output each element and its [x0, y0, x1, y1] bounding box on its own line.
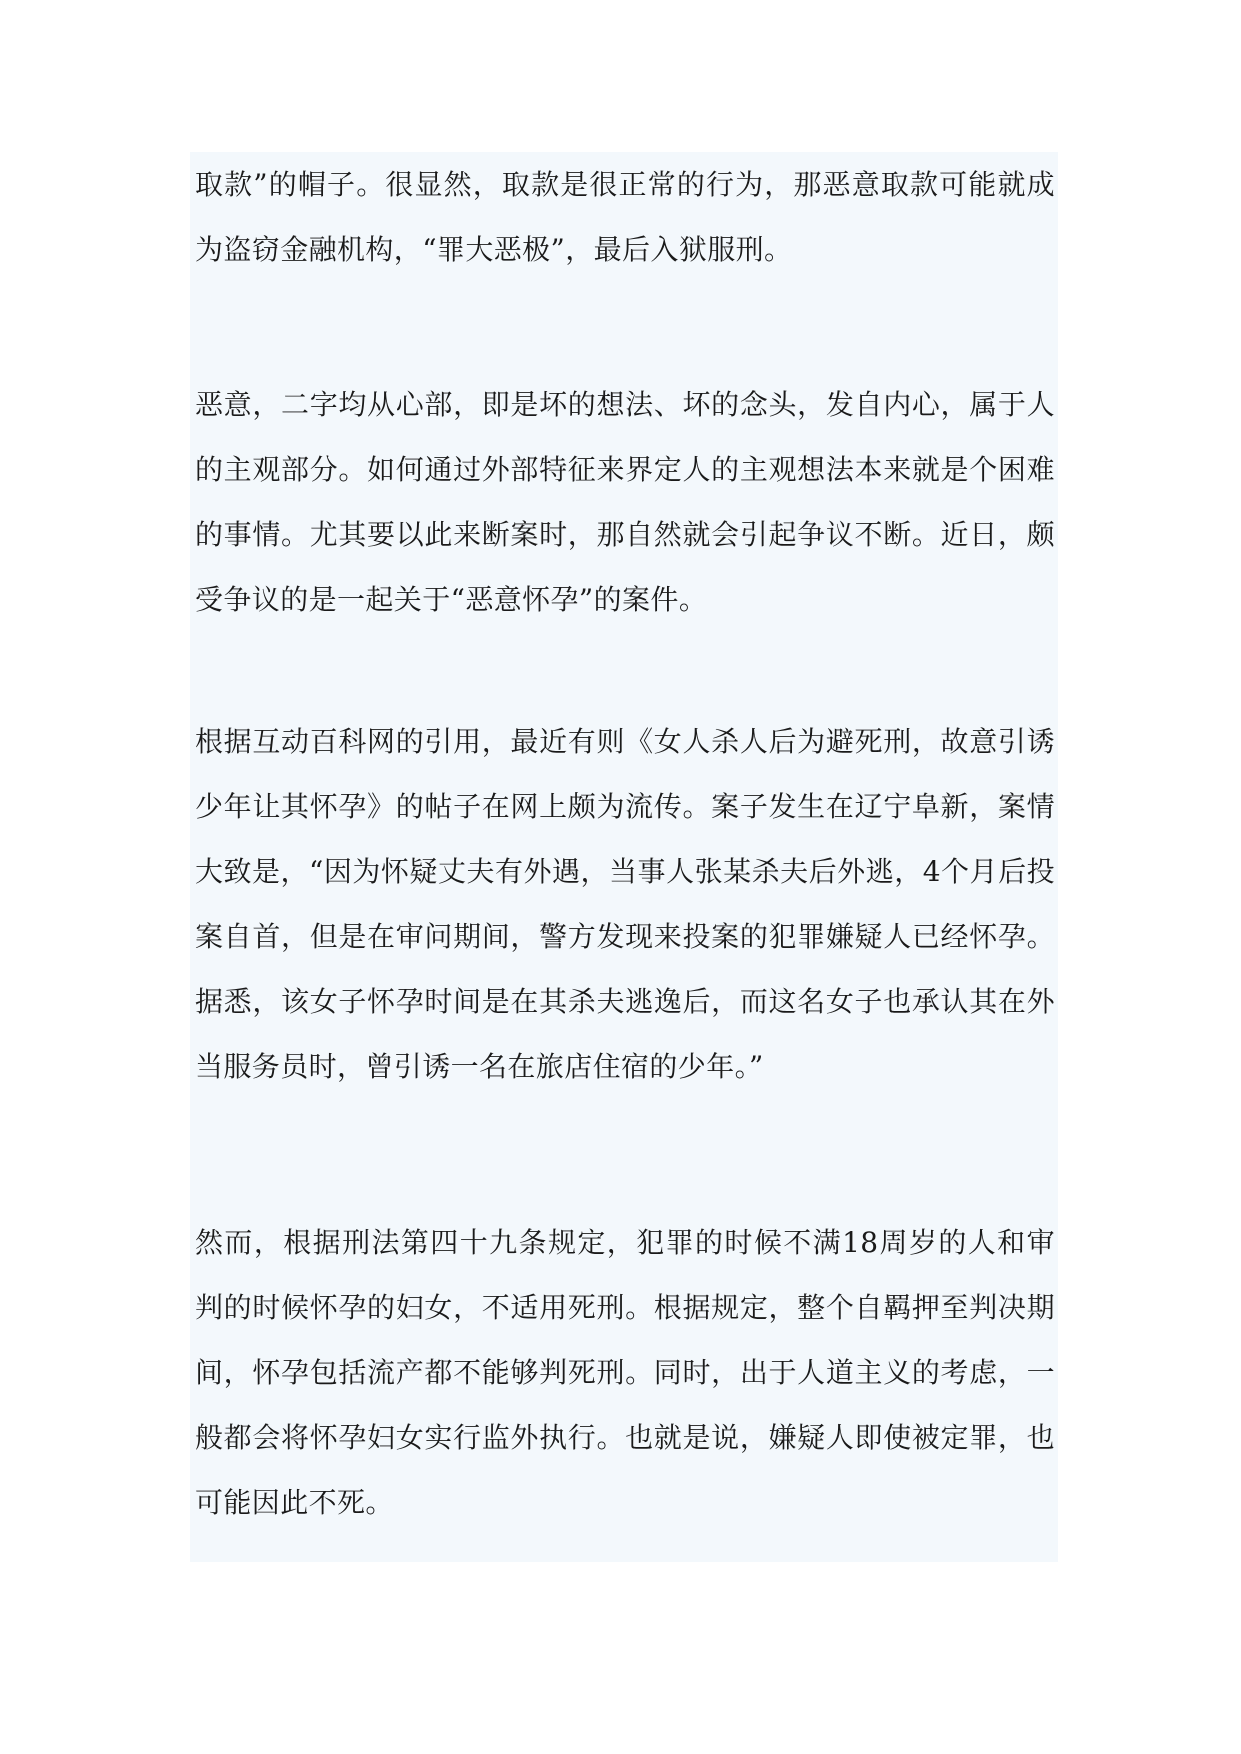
paragraph-4: 然而，根据刑法第四十九条规定，犯罪的时候不满18周岁的人和审判的时候怀孕的妇女，不适用死刑。根据规定，整个自羁押至判决期间，怀孕包括流产都不能够判死刑。同时，出于人道主义的考虑，一般都会将怀孕妇女实行监外执行。也就是说，嫌疑人即使被定罪，也可能因此不死。	[195, 1226, 1055, 1519]
paragraph-1: 取款”的帽子。很显然，取款是很正常的行为，那恶意取款可能就成为盗窃金融机构，“罪大恶极”，最后入狱服刑。	[195, 168, 1055, 266]
article-body	[190, 152, 1058, 1562]
paragraph-2: 恶意，二字均从心部，即是坏的想法、坏的念头，发自内心，属于人的主观部分。如何通过外部特征来界定人的主观想法本来就是个困难的事情。尤其要以此来断案时，那自然就会引起争议不断。近日，颇受争议的是一起关于“恶意怀孕”的案件。	[195, 388, 1055, 616]
paragraph-3: 根据互动百科网的引用，最近有则《女人杀人后为避死刑，故意引诱少年让其怀孕》的帖子在网上颇为流传。案子发生在辽宁阜新，案情大致是，“因为怀疑丈夫有外遇，当事人张某杀夫后外逃，4个月后投案自首，但是在审问期间，警方发现来投案的犯罪嫌疑人已经怀孕。据悉，该女子怀孕时间是在其杀夫逃逸后，而这名女子也承认其在外当服务员时，曾引诱一名在旅店住宿的少年。”	[195, 725, 1055, 1083]
